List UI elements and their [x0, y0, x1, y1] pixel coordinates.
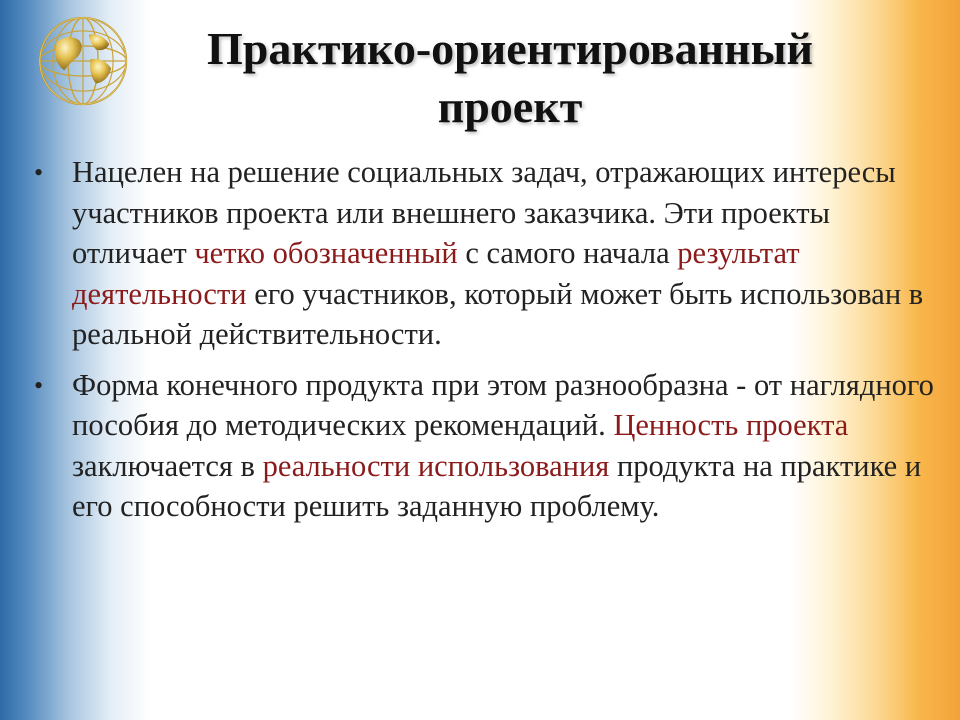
- slide-title: [150, 20, 870, 136]
- highlight-real-usage: реальности использования: [262, 448, 610, 483]
- highlight-clear-defined: четко обозначенный: [194, 236, 458, 270]
- highlight-activity-result: результат деятельности: [72, 236, 800, 311]
- bullet-marker: •: [34, 370, 44, 400]
- bullet-list: [34, 152, 952, 537]
- title-line-1: Практико-ориентированный: [207, 23, 813, 74]
- highlight-project-value: Ценность проекта: [613, 408, 849, 442]
- bullet-1-text: Нацелен на решение социальных задач, отражающих интересы участников проекта или внешнего заказчика. Эти проекты отличает четко обозначенный с самого начала результат деятельности его участников, который может быть использован в реальной действительности.: [72, 155, 924, 351]
- bullet-item-1: [34, 152, 952, 355]
- title-line-2: проект: [437, 81, 583, 132]
- bullet-marker: •: [34, 158, 44, 187]
- bullet-item-2: [34, 365, 952, 527]
- golden-globe-icon: [36, 14, 130, 108]
- bullet-2-text: Форма конечного продукта при этом разнообразна - от наглядного пособия до методических рекомендаций. Ценность проекта заключается в реальности использования продукта на практике и его способности решить заданную проблему.: [72, 367, 934, 523]
